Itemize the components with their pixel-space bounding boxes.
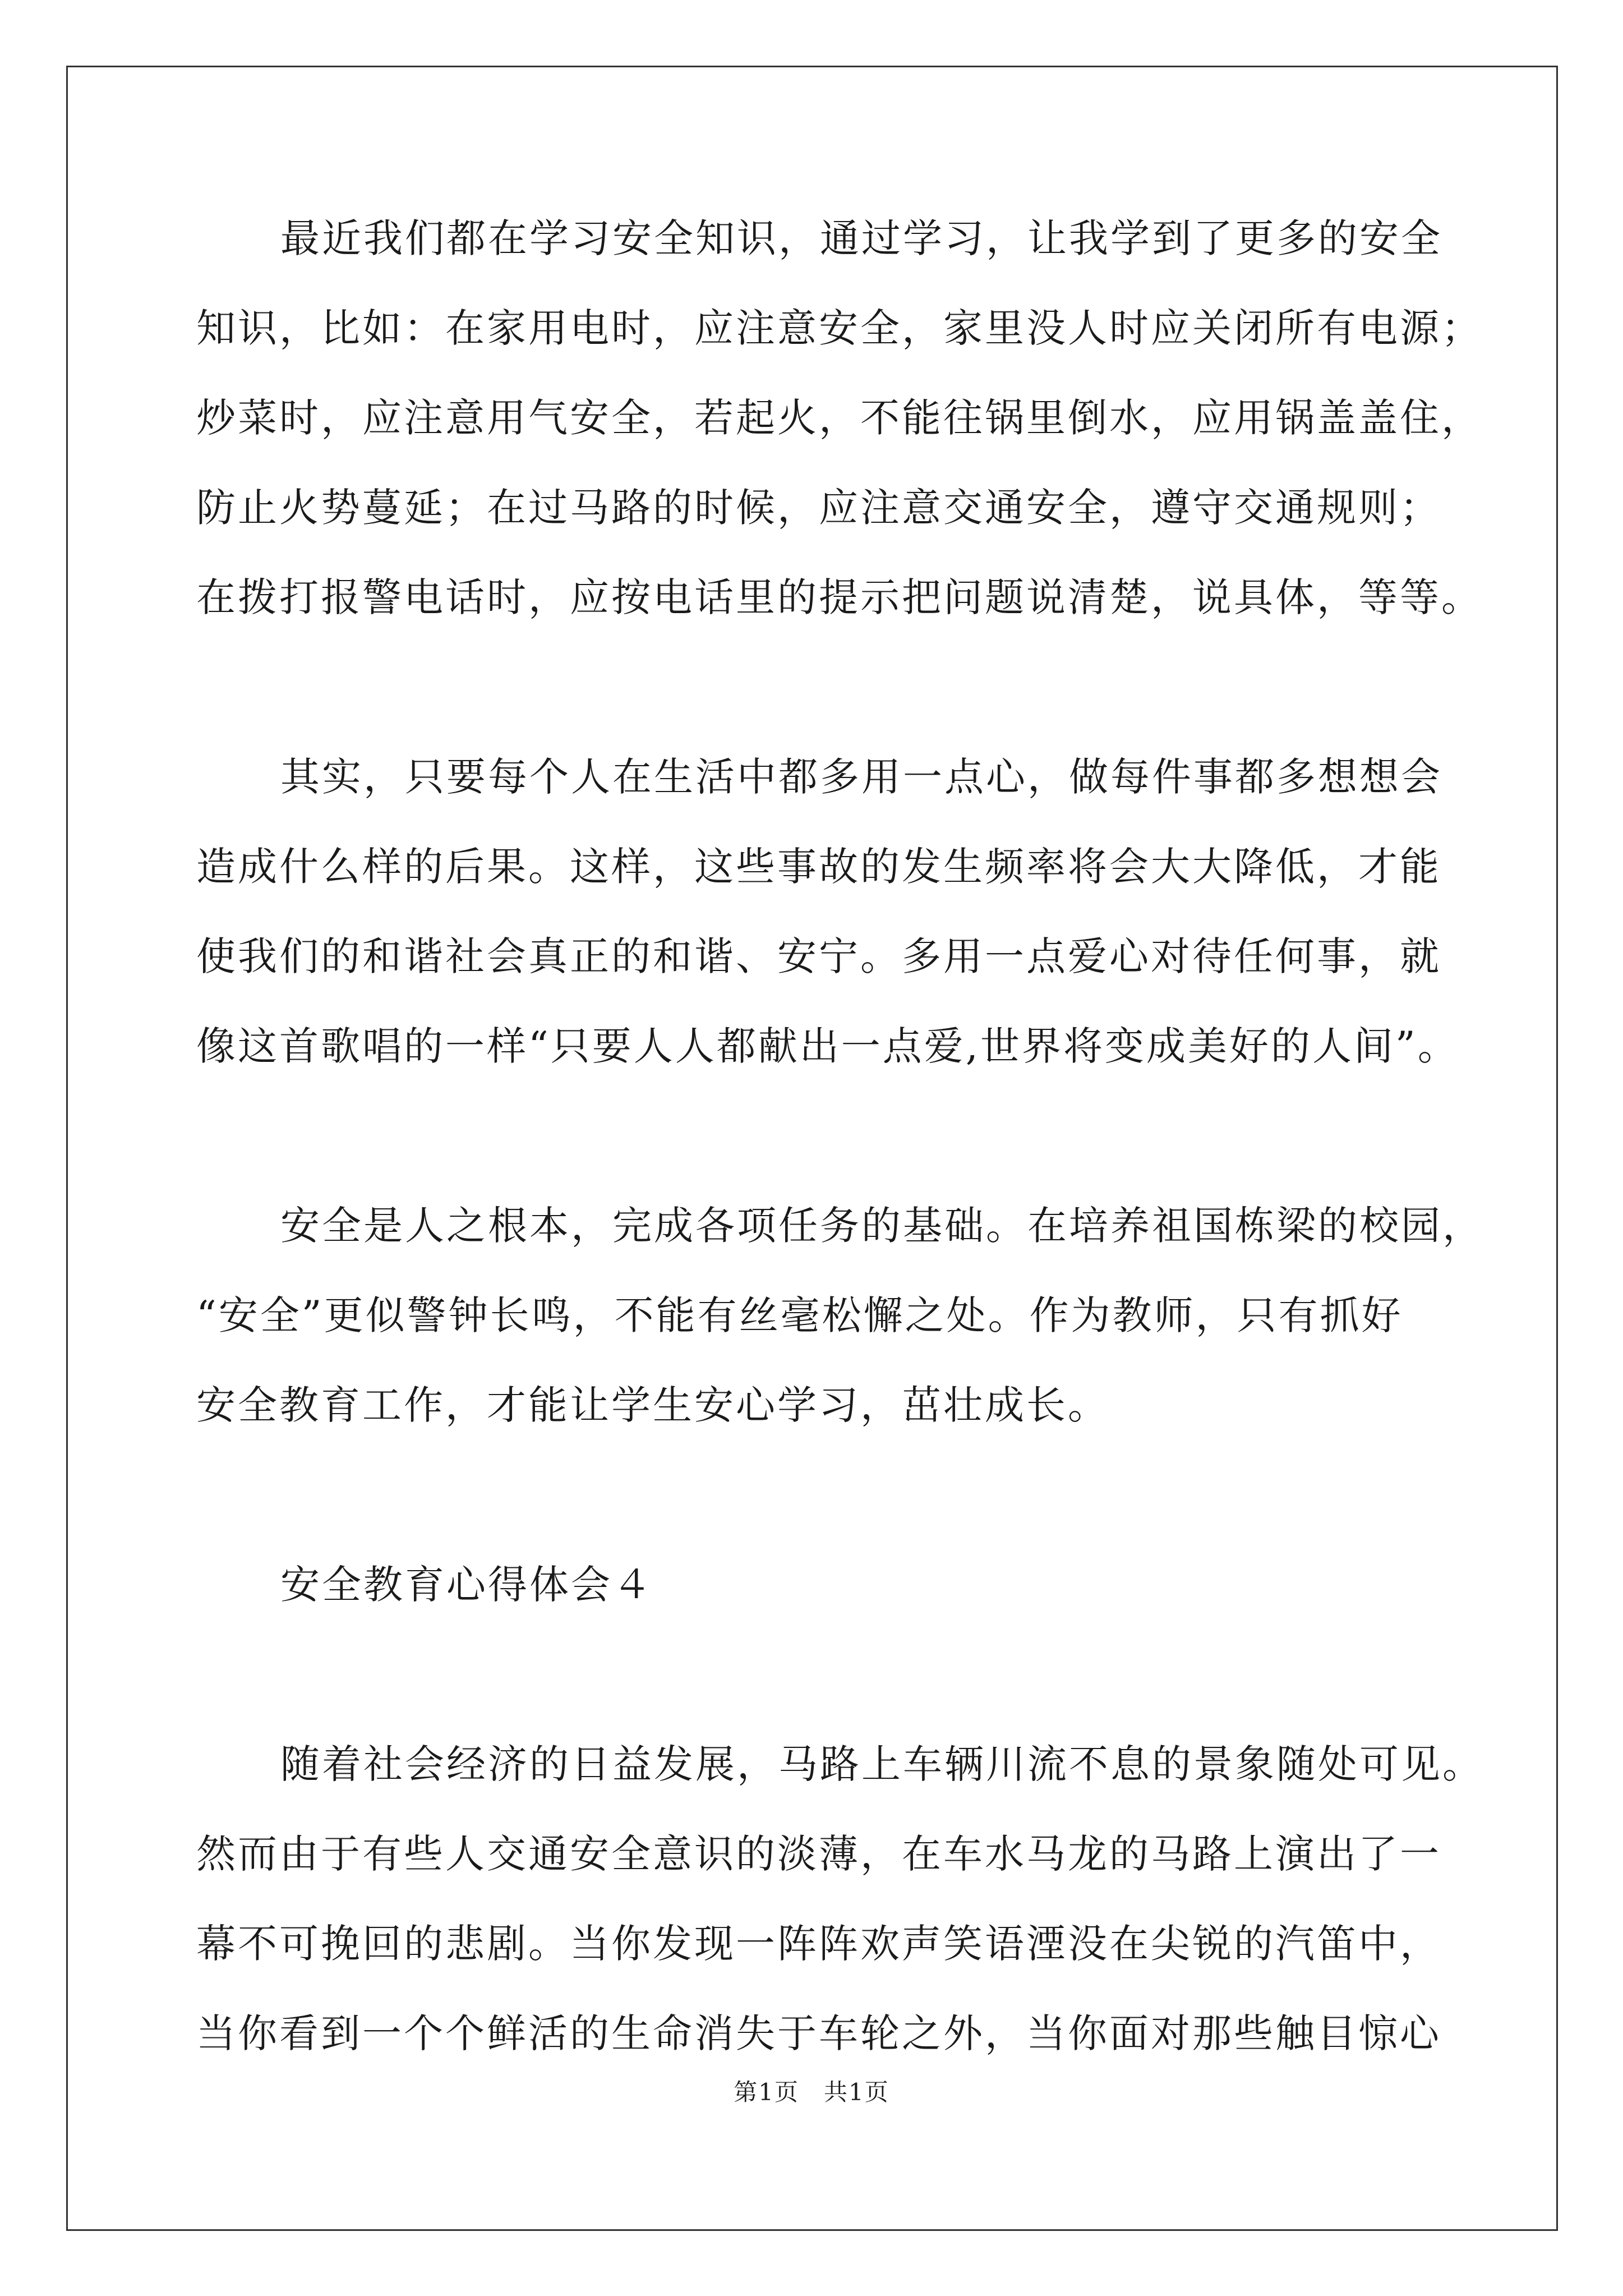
paragraph-line: 其实，只要每个人在生活中都多用一点心，做每件事都多想想会: [280, 754, 1442, 800]
paragraph-line: “安全”更似警钟长鸣，不能有丝毫松懈之处。作为教师，只有抓好: [196, 1292, 1403, 1338]
paragraph-line: 安全是人之根本，完成各项任务的基础。在培养祖国栋梁的校园，: [280, 1203, 1484, 1249]
paragraph-line: 像这首歌唱的一样“只要人人都献出一点爱,世界将变成美好的人间”。: [196, 1023, 1459, 1069]
paragraph-line: 炒菜时，应注意用气安全，若起火，不能往锅里倒水，应用锅盖盖住，: [196, 395, 1483, 441]
paragraph-line: 幕不可挽回的悲剧。当你发现一阵阵欢声笑语湮没在尖锐的汽笛中，: [196, 1921, 1441, 1967]
page-footer: 第1页 共1页: [734, 2078, 889, 2106]
paragraph-line: 随着社会经济的日益发展，马路上车辆川流不息的景象随处可见。: [280, 1741, 1484, 1787]
paragraph-line: 使我们的和谐社会真正的和谐、安宁。多用一点爱心对待任何事，就: [196, 933, 1441, 979]
paragraph-line: 防止火势蔓延；在过马路的时候，应注意交通安全，遵守交通规则；: [196, 485, 1441, 531]
paragraph-line: 当你看到一个个鲜活的生命消失于车轮之外，当你面对那些触目惊心: [196, 2010, 1441, 2056]
paragraph-line: 知识，比如：在家用电时，应注意安全，家里没人时应关闭所有电源；: [196, 305, 1483, 351]
paragraph-line: 然而由于有些人交通安全意识的淡薄，在车水马龙的马路上演出了一: [196, 1831, 1441, 1877]
paragraph-line: 在拨打报警电话时，应按电话里的提示把问题说清楚，说具体，等等。: [196, 574, 1483, 620]
paragraph-line: 造成什么样的后果。这样，这些事故的发生频率将会大大降低，才能: [196, 844, 1441, 890]
paragraph-line: 最近我们都在学习安全知识，通过学习，让我学到了更多的安全: [280, 215, 1442, 261]
paragraph-line: 安全教育工作，才能让学生安心学习，茁壮成长。: [196, 1382, 1109, 1428]
section-heading: 安全教育心得体会４: [280, 1562, 654, 1608]
page-border: [66, 66, 1558, 2231]
